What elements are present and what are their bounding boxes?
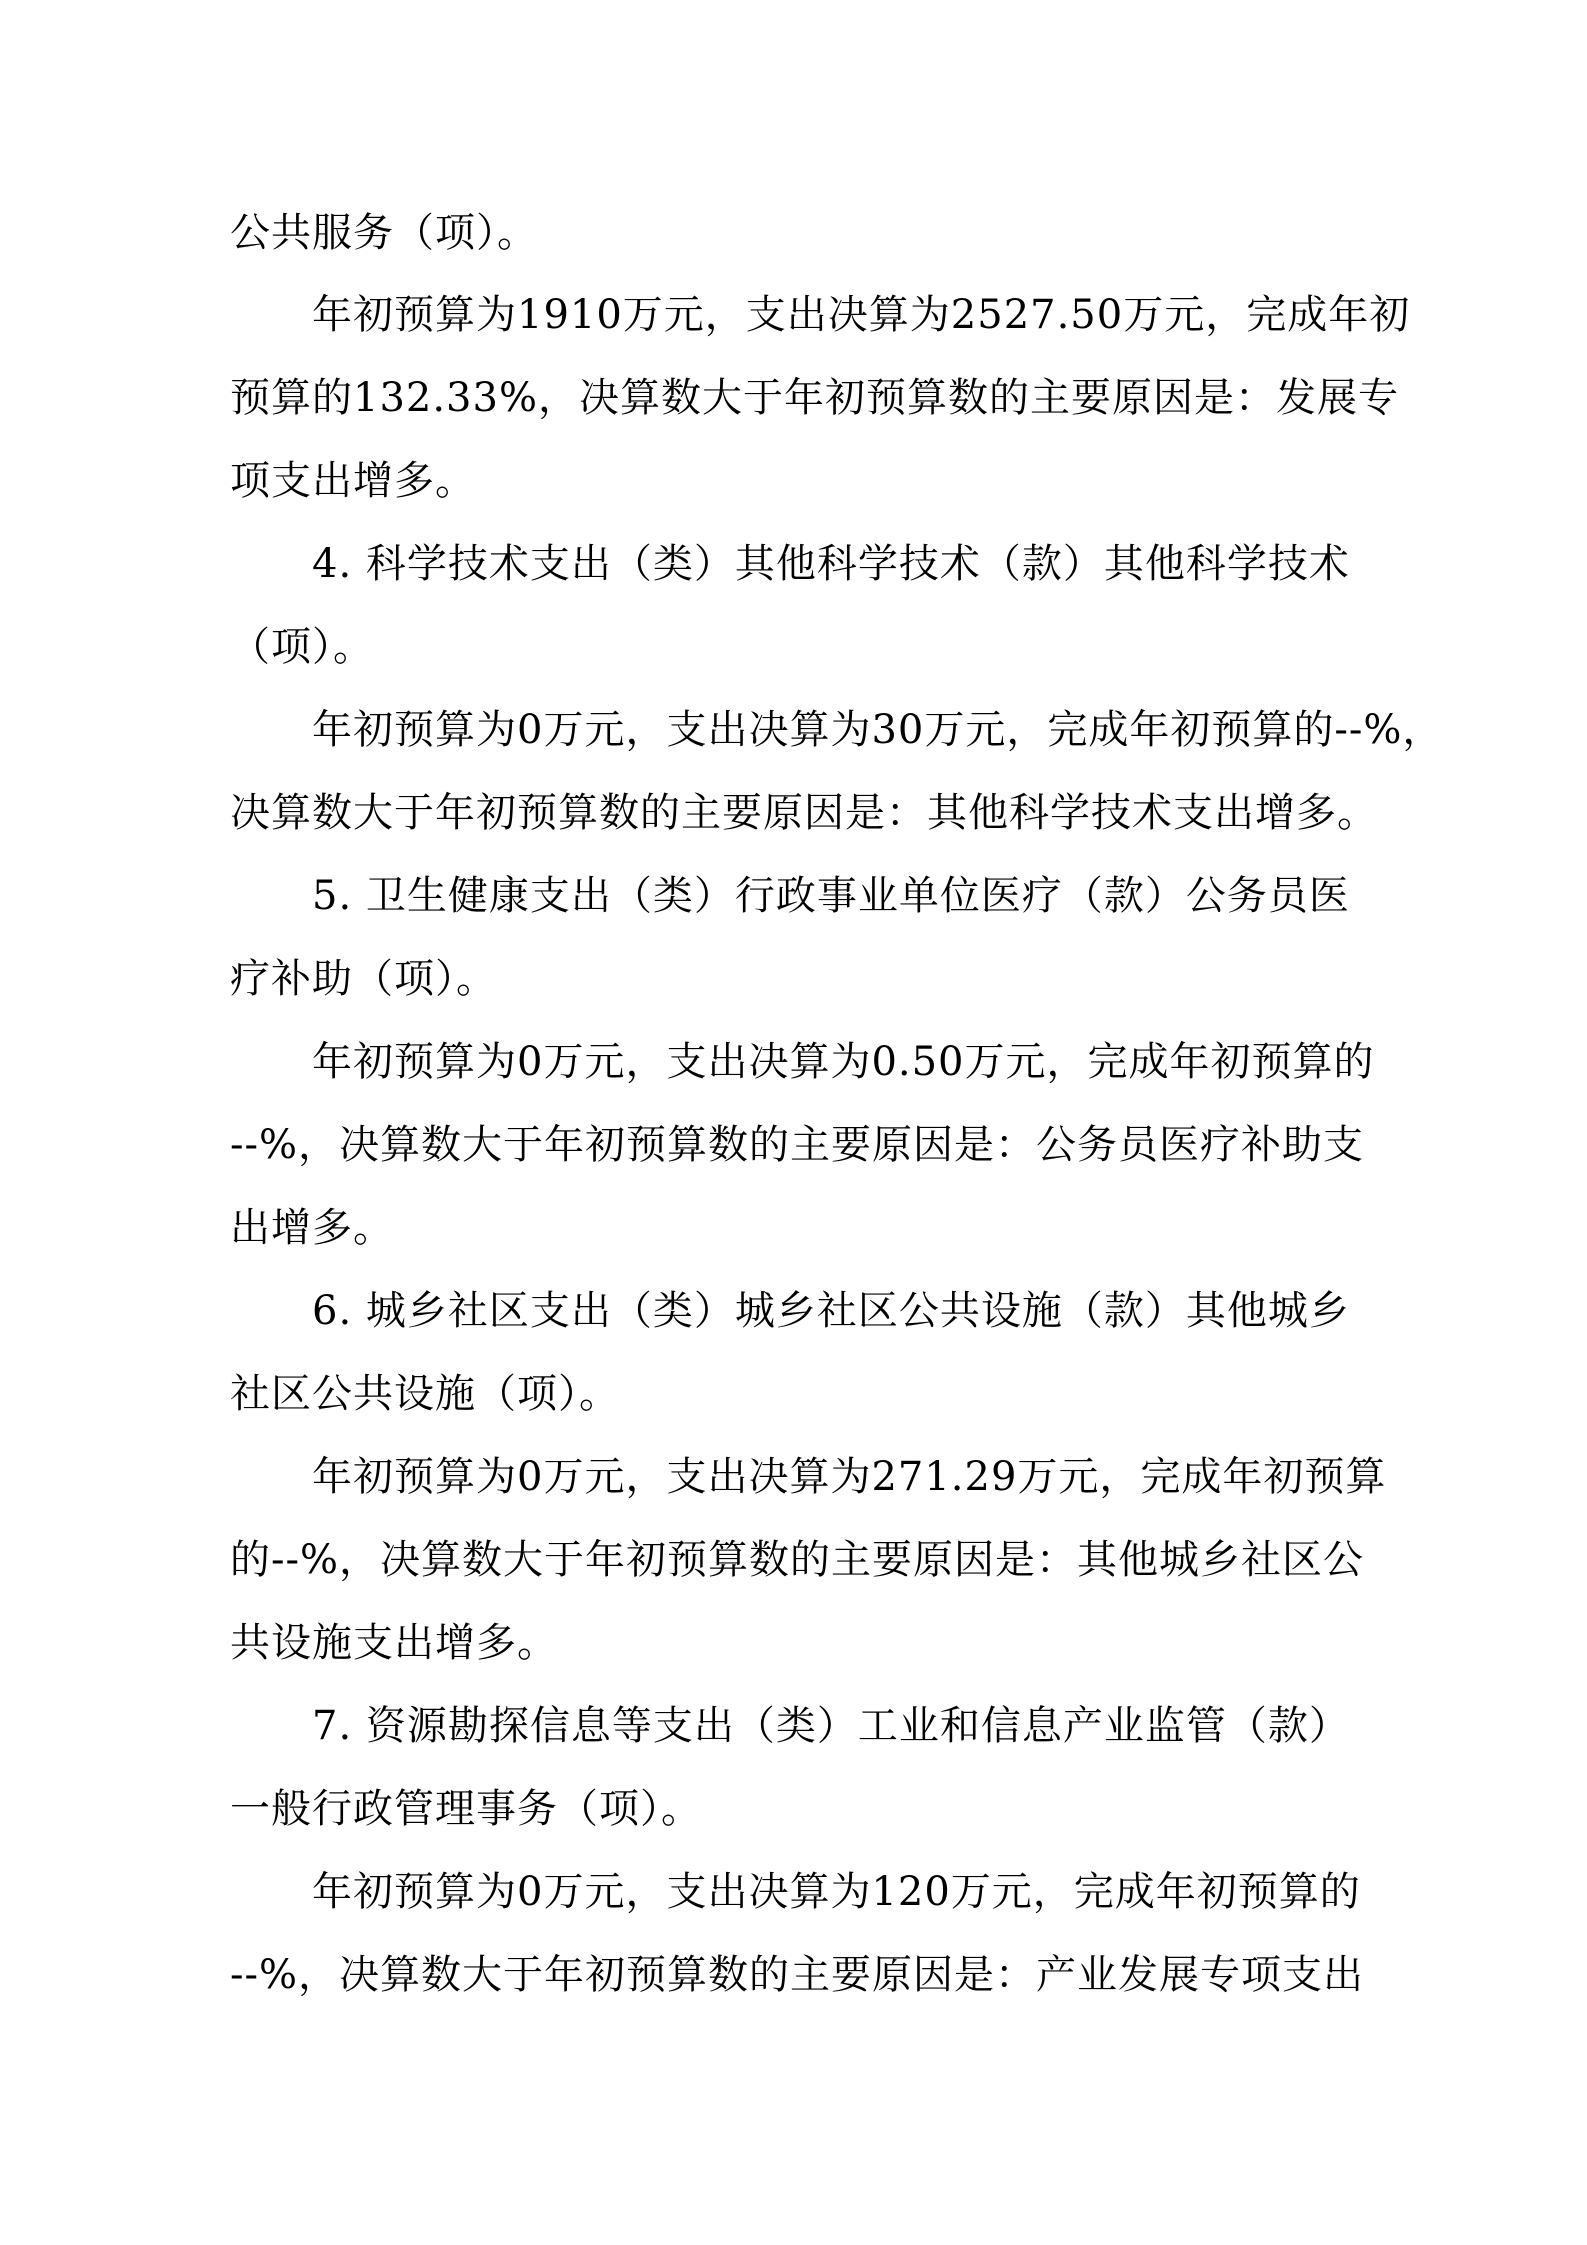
text-line: 的--%，决算数大于年初预算数的主要原因是：其他城乡社区公	[230, 1537, 1365, 1583]
text-line: 年初预算为0万元，支出决算为120万元，完成年初预算的	[312, 1869, 1361, 1915]
section-heading: 5. 卫生健康支出（类）行政事业单位医疗（款）公务员医	[312, 873, 1350, 919]
text-line: 年初预算为1910万元，支出决算为2527.50万元，完成年初	[312, 292, 1411, 338]
text-line: 预算的132.33%，决算数大于年初预算数的主要原因是：发展专	[230, 375, 1399, 421]
text-line: 共设施支出增多。	[230, 1620, 558, 1666]
text-line: 社区公共设施（项）。	[230, 1371, 620, 1417]
text-line: 年初预算为0万元，支出决算为0.50万元，完成年初预算的	[312, 1039, 1375, 1085]
text-line: 决算数大于年初预算数的主要原因是：其他科学技术支出增多。	[230, 790, 1378, 836]
text-line: 年初预算为0万元，支出决算为271.29万元，完成年初预算	[312, 1454, 1387, 1500]
section-heading: 6. 城乡社区支出（类）城乡社区公共设施（款）其他城乡	[312, 1288, 1350, 1334]
text-line: 一般行政管理事务（项）。	[230, 1786, 702, 1832]
text-line: --%，决算数大于年初预算数的主要原因是：公务员医疗补助支	[230, 1122, 1365, 1168]
section-heading: 7. 资源勘探信息等支出（类）工业和信息产业监管（款）	[312, 1703, 1350, 1749]
text-line: --%，决算数大于年初预算数的主要原因是：产业发展专项支出	[230, 1952, 1365, 1998]
text-line: 疗补助（项）。	[230, 956, 497, 1002]
section-heading: 4. 科学技术支出（类）其他科学技术（款）其他科学技术	[312, 541, 1350, 587]
text-line: 项支出增多。	[230, 458, 476, 504]
text-line: （项）。	[230, 624, 374, 670]
text-line: 公共服务（项）。	[230, 210, 538, 256]
text-line: 年初预算为0万元，支出决算为30万元，完成年初预算的--%，	[312, 707, 1444, 753]
text-line: 出增多。	[230, 1205, 394, 1251]
